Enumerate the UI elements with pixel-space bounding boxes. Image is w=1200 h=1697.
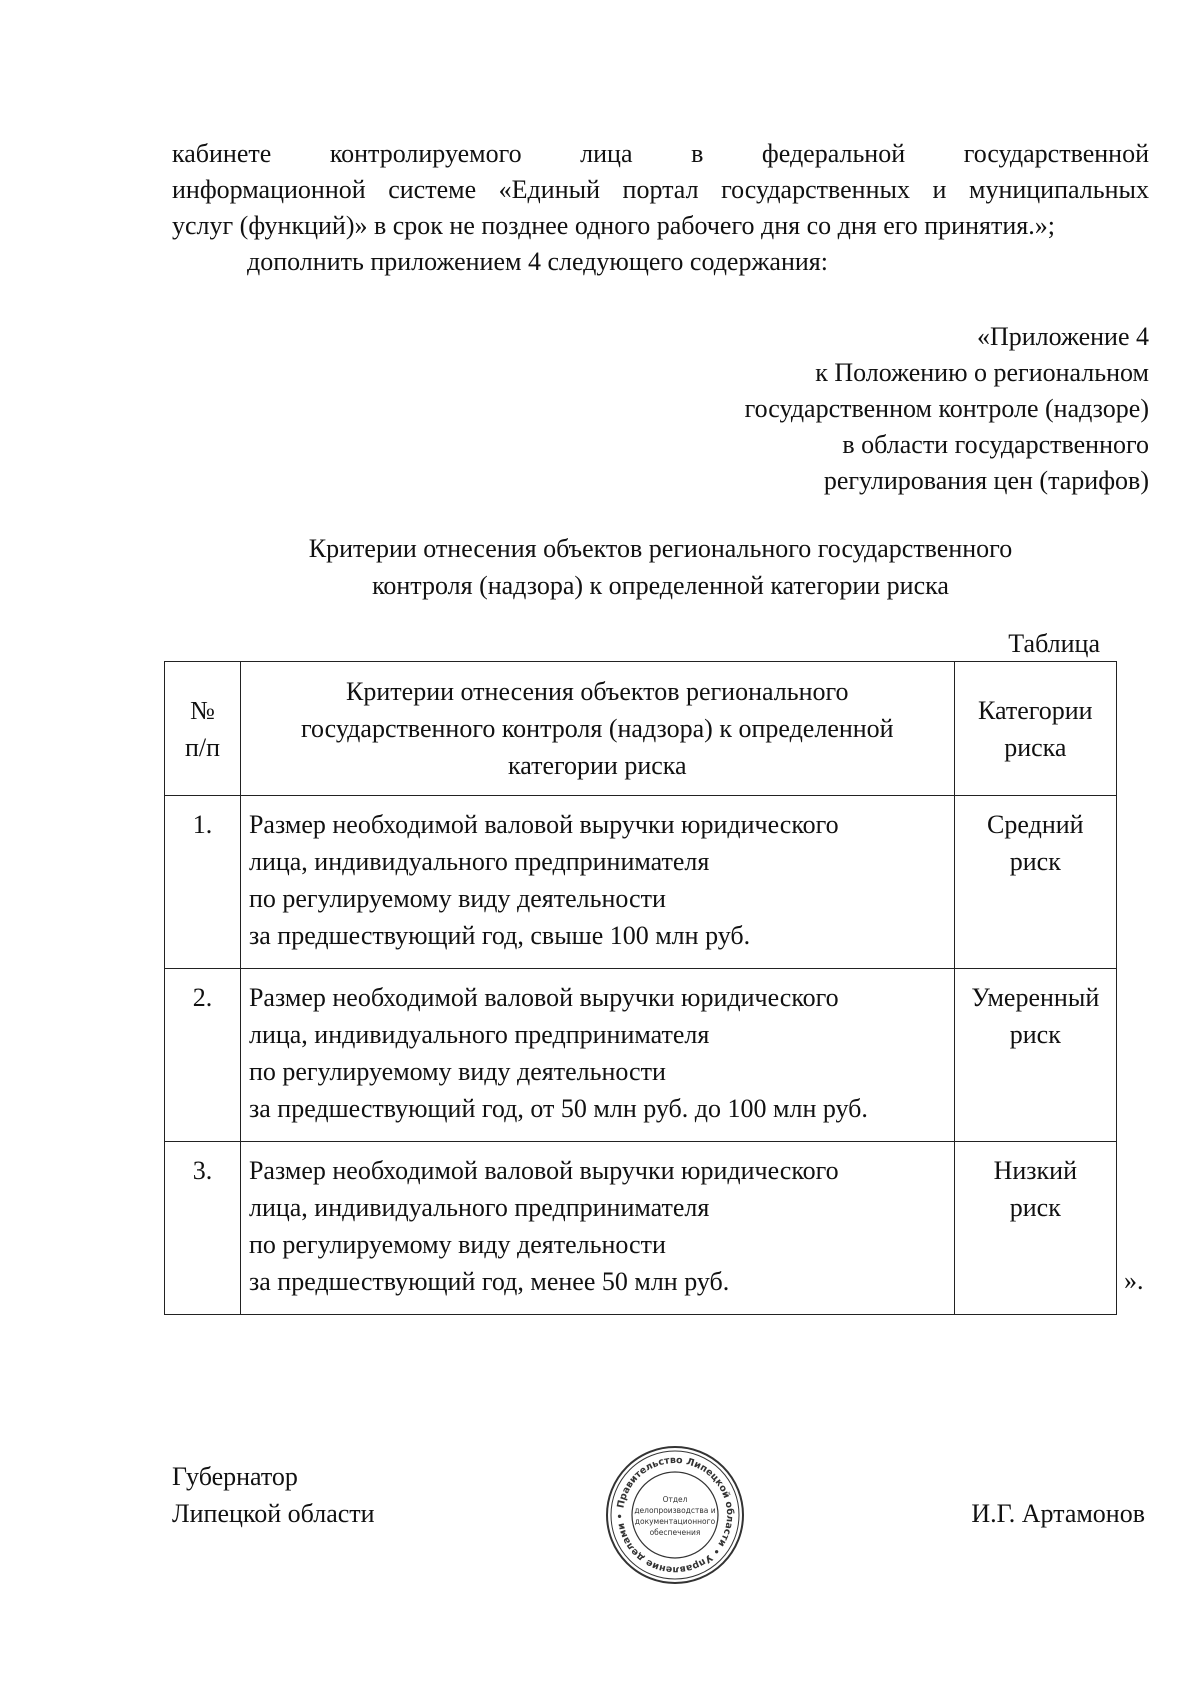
body-line-4: дополнить приложением 4 следующего содержания:: [247, 247, 828, 276]
signatory-position: [172, 1458, 375, 1532]
table-caption: Таблица: [1008, 629, 1100, 658]
body-line-2: информационной системе «Единый портал государственных и муниципальных: [172, 175, 1149, 204]
table-row: [165, 1142, 1117, 1315]
row-category: Низкий риск: [954, 1142, 1116, 1315]
body-line-3: услуг (функций)» в срок не позднее одного рабочего дня со дня его принятия.»;: [172, 211, 1055, 240]
appendix-header-line: государственном контроле (надзоре): [744, 394, 1149, 423]
appendix-header-line: «Приложение 4: [976, 322, 1149, 351]
appendix-header-line: регулирования цен (тарифов): [823, 466, 1149, 495]
table-row: [165, 969, 1117, 1142]
table-header-row: [165, 662, 1117, 796]
stamp-outer-text: Правительство Липецкой области • Управление делами •: [614, 1454, 736, 1576]
title-line: контроля (надзора) к определенной категории риска: [372, 571, 949, 600]
position-line: Губернатор: [172, 1462, 298, 1491]
appendix-header: [600, 319, 1149, 499]
position-line: Липецкой области: [172, 1499, 375, 1528]
stamp-inner-line: делопроизводства и: [634, 1506, 716, 1515]
row-number: 2.: [165, 969, 241, 1142]
body-line-1: кабинете контролируемого лица в федеральной государственной: [172, 139, 1149, 168]
row-criteria: Размер необходимой валовой выручки юридического лица, индивидуального предпринимателя по регулируемому виду деятельности за предшествующий год, свыше 100 млн руб.: [240, 796, 954, 969]
official-stamp-icon: [604, 1444, 746, 1586]
row-criteria: Размер необходимой валовой выручки юридического лица, индивидуального предпринимателя по регулируемому виду деятельности за предшествующий год, от 50 млн руб. до 100 млн руб.: [240, 969, 954, 1142]
stamp-inner-line: документационного: [634, 1517, 716, 1526]
row-category: Умеренный риск: [954, 969, 1116, 1142]
row-number: 3.: [165, 1142, 241, 1315]
header-number: № п/п: [165, 662, 241, 796]
signatory-name: И.Г. Артамонов: [971, 1499, 1145, 1528]
row-criteria: Размер необходимой валовой выручки юридического лица, индивидуального предпринимателя по регулируемому виду деятельности за предшествующий год, менее 50 млн руб.: [240, 1142, 954, 1315]
row-category: Средний риск: [954, 796, 1116, 969]
criteria-table: [164, 661, 1117, 1315]
row-number: 1.: [165, 796, 241, 969]
table-row: [165, 796, 1117, 969]
document-title: [172, 530, 1149, 604]
header-criteria: Критерии отнесения объектов регионального государственного контроля (надзора) к определенной категории риска: [240, 662, 954, 796]
appendix-header-line: в области государственного: [842, 430, 1149, 459]
stamp-inner-line: обеспечения: [649, 1528, 701, 1537]
header-category: Категории риска: [954, 662, 1116, 796]
title-line: Критерии отнесения объектов регионального государственного: [308, 534, 1013, 563]
closing-quote: ».: [1124, 1266, 1144, 1295]
stamp-inner-line: Отдел: [662, 1495, 688, 1504]
appendix-header-line: к Положению о региональном: [815, 358, 1149, 387]
